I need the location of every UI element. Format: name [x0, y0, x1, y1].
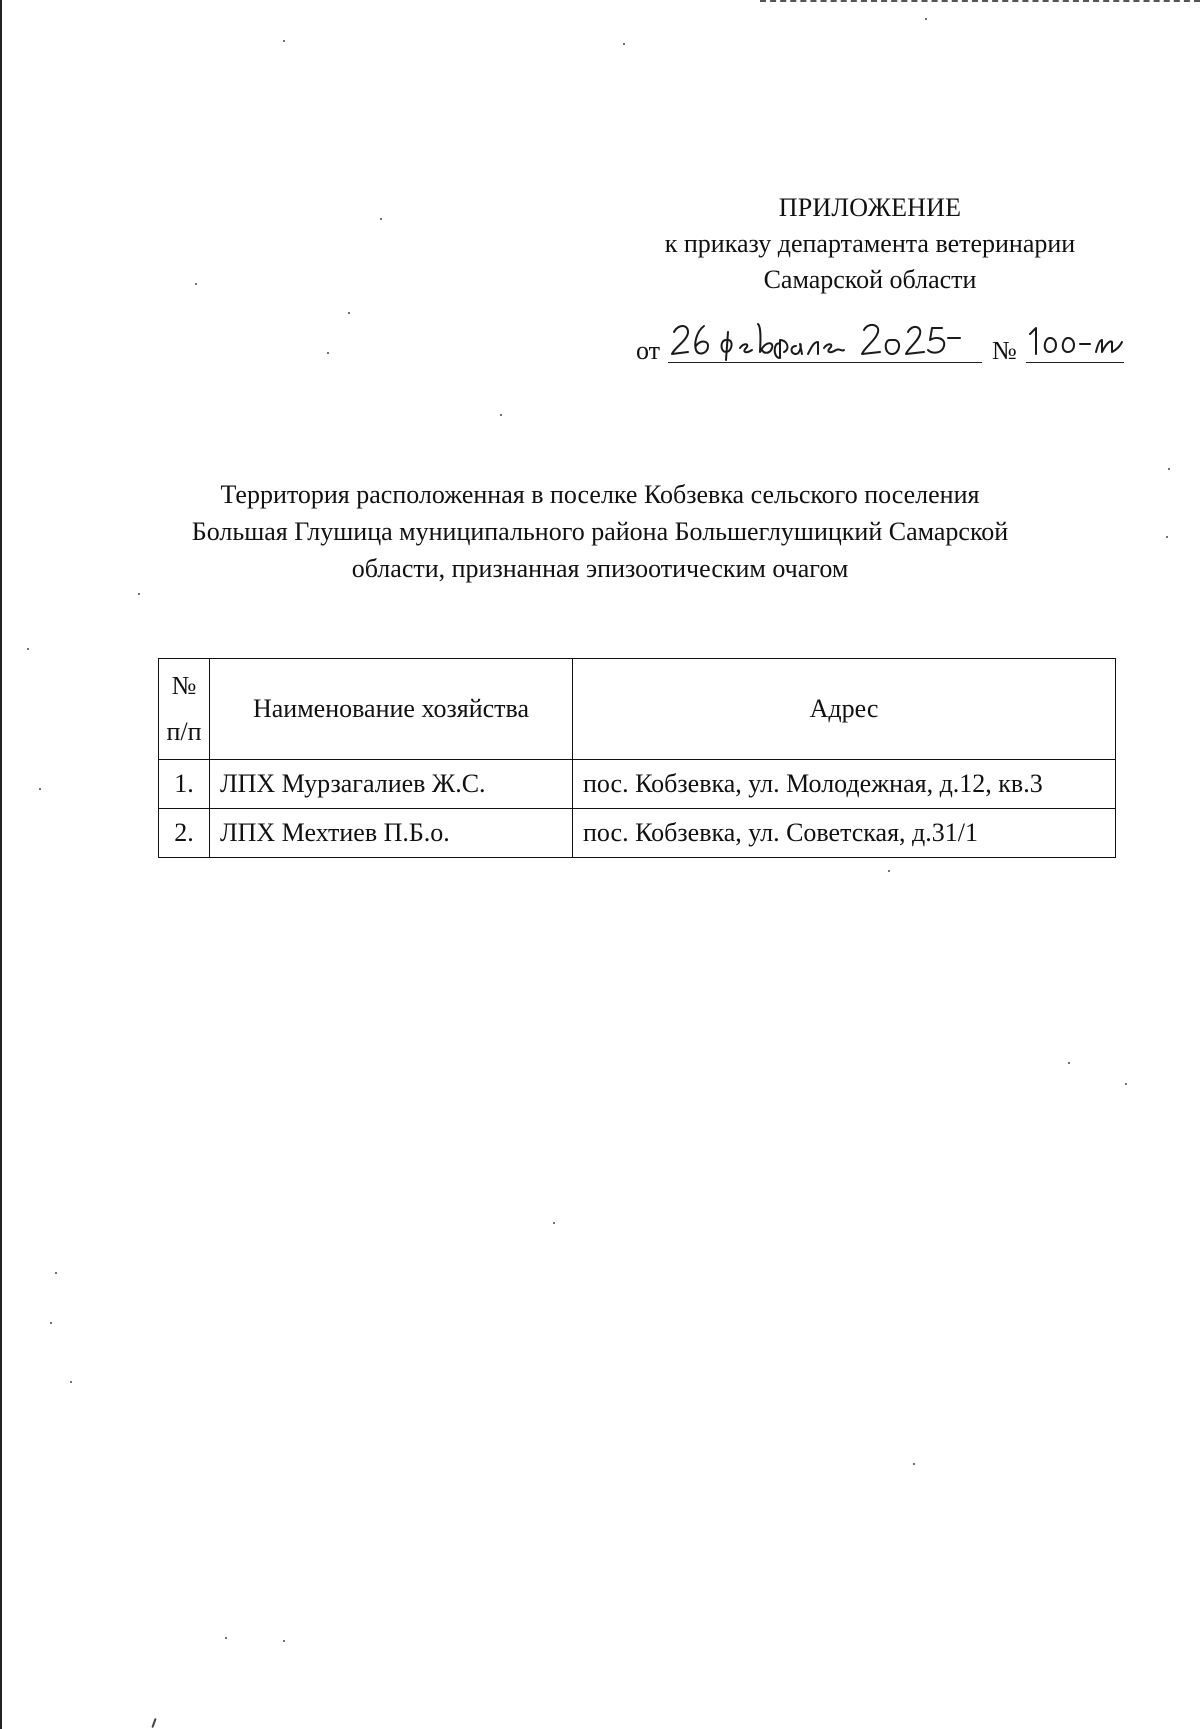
scan-speck	[553, 1222, 555, 1224]
order-number-handwriting	[1026, 318, 1124, 362]
appendix-region: Самарской области	[763, 265, 977, 294]
row-farm-name: ЛПХ Мехтиев П.Б.о.	[210, 809, 573, 858]
farms-table	[158, 658, 1116, 858]
table-header-row	[159, 659, 1116, 760]
scan-edge-left	[0, 0, 2, 1729]
scan-speck	[327, 352, 329, 354]
order-number-label: №	[992, 336, 1017, 365]
scan-speck	[39, 788, 41, 790]
scan-speck	[55, 1272, 57, 1274]
order-number-field	[1026, 318, 1124, 363]
scan-speck	[1166, 536, 1168, 538]
scan-speck	[925, 18, 927, 20]
scan-speck	[225, 1637, 227, 1639]
scan-speck	[500, 414, 502, 416]
document-title-line-1: Территория расположенная в поселке Кобзевка сельского поселения	[220, 480, 980, 509]
farms-table-body	[159, 760, 1116, 858]
header-number	[159, 659, 210, 760]
scan-speck	[27, 648, 29, 650]
order-date-handwriting	[668, 318, 982, 362]
scan-speck	[70, 1381, 72, 1383]
row-number: 1.	[159, 760, 210, 809]
row-address: пос. Кобзевка, ул. Советская, д.31/1	[573, 809, 1116, 858]
scan-speck	[138, 593, 140, 595]
row-number: 2.	[159, 809, 210, 858]
farms-table-header	[159, 659, 1116, 760]
scan-speck	[913, 1463, 915, 1465]
document-title	[150, 476, 1050, 587]
appendix-heading: ПРИЛОЖЕНИЕ	[778, 193, 962, 222]
scan-speck	[348, 312, 350, 314]
header-number-pp: п/п	[166, 717, 202, 746]
order-from-label: от	[636, 336, 661, 365]
scan-speck	[1068, 1062, 1070, 1064]
farms-table-wrapper	[158, 658, 1116, 858]
header-number-symbol: №	[171, 671, 197, 700]
document-title-line-2: Большая Глушица муниципального района Большеглушицкий Самарской	[191, 517, 1009, 546]
appendix-order-reference: к приказу департамента ветеринарии	[664, 229, 1076, 258]
scan-speck	[151, 1718, 156, 1728]
order-date-field	[668, 318, 982, 363]
scan-speck	[50, 1322, 52, 1324]
row-farm-name: ЛПХ Мурзагалиев Ж.С.	[210, 760, 573, 809]
scan-speck	[888, 870, 890, 872]
appendix-header	[610, 190, 1130, 298]
row-address: пос. Кобзевка, ул. Молодежная, д.12, кв.3	[573, 760, 1116, 809]
scan-edge-top	[760, 0, 1200, 5]
scan-speck	[623, 43, 625, 45]
scan-speck	[283, 40, 285, 42]
document-title-line-3: области, признанная эпизоотическим очагом	[351, 554, 849, 583]
scan-speck	[283, 1640, 285, 1642]
header-address: Адрес	[573, 659, 1116, 760]
scan-speck	[1168, 468, 1170, 470]
scan-speck	[1125, 1083, 1127, 1085]
table-row	[159, 760, 1116, 809]
table-row	[159, 809, 1116, 858]
scan-speck	[380, 218, 382, 220]
header-farm-name: Наименование хозяйства	[210, 659, 573, 760]
scan-speck	[195, 283, 197, 285]
order-date-number-line	[636, 318, 1156, 368]
